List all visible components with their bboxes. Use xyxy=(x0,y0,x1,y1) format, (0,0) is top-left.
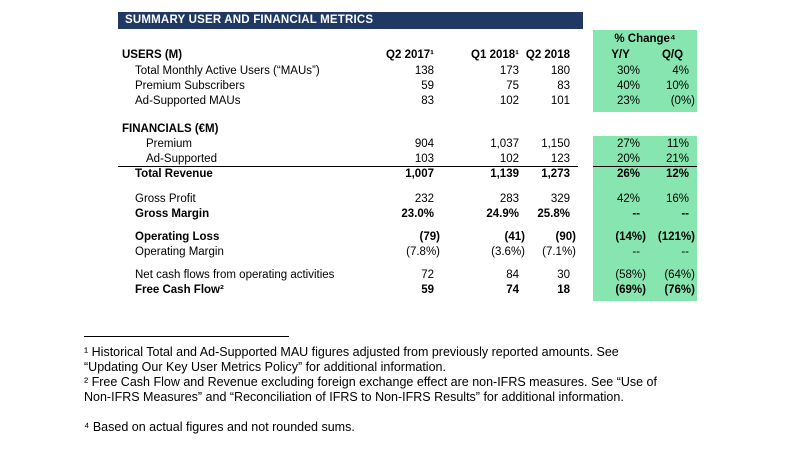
table-row xyxy=(118,166,697,181)
value-cell: 83 xyxy=(557,79,570,92)
row-label: Ad-Supported MAUs xyxy=(135,94,241,107)
spacer-cell xyxy=(118,297,593,301)
spacer-cell xyxy=(118,259,593,267)
qoq-cell: 11% xyxy=(648,136,697,151)
row-label: Net cash flows from operating activities xyxy=(135,268,335,281)
value-cell: 24.9% xyxy=(486,207,519,220)
value-cell: 232 xyxy=(414,192,434,205)
section-header-row xyxy=(118,121,697,136)
value-cell: 123 xyxy=(550,152,570,165)
value-cell: 904 xyxy=(414,137,434,150)
value-cell: 102 xyxy=(499,152,519,165)
pct-row-spacer xyxy=(118,30,593,47)
value-cell: 103 xyxy=(414,152,434,165)
footnote-line xyxy=(84,405,657,420)
yoy-cell: 42% xyxy=(593,191,648,206)
yoy-cell: 23% xyxy=(593,93,648,108)
spacer-cell xyxy=(118,181,593,191)
value-cell: 283 xyxy=(499,192,519,205)
footnote-line: ⁴ Based on actual figures and not rounded sums. xyxy=(84,420,355,434)
value-cell: 72 xyxy=(421,268,434,281)
gap-cell xyxy=(578,267,593,282)
gap-cell xyxy=(578,151,593,166)
footnotes xyxy=(84,336,657,435)
spacer-row xyxy=(118,297,697,301)
yoy-cell: 30% xyxy=(593,63,648,78)
table-row xyxy=(118,93,697,108)
gap-cell xyxy=(578,191,593,206)
yoy-cell: -- xyxy=(593,206,648,221)
yoy-cell: 20% xyxy=(593,151,648,166)
spacer-yoy-cell xyxy=(593,221,648,229)
yoy-cell: (14%) xyxy=(593,229,648,244)
qoq-cell: -- xyxy=(648,206,697,221)
qoq-cell: (0%) xyxy=(648,93,697,108)
value-cell: (7.1%) xyxy=(542,245,576,258)
qoq-cell: (64%) xyxy=(648,267,697,282)
table-row xyxy=(118,151,697,166)
value-cell: 1,150 xyxy=(541,137,570,150)
qoq-cell: (76%) xyxy=(648,282,697,297)
value-cell: 83 xyxy=(421,94,434,107)
col-header-q1-2018: Q1 2018¹ xyxy=(471,49,519,61)
value-cell: 75 xyxy=(506,79,519,92)
value-cell: (7.8%) xyxy=(406,245,440,258)
yoy-cell: 26% xyxy=(593,166,648,181)
table-row xyxy=(118,78,697,93)
value-cell: 25.8% xyxy=(537,207,570,220)
value-cell: 173 xyxy=(499,64,519,77)
value-cell: 1,273 xyxy=(527,166,578,181)
spacer-cell xyxy=(118,112,593,121)
table-row xyxy=(118,136,697,151)
value-cell: 329 xyxy=(550,192,570,205)
row-label: Premium xyxy=(146,137,193,150)
row-label: Operating Margin xyxy=(135,245,224,258)
spacer-qoq-cell xyxy=(648,112,697,121)
spacer-row xyxy=(118,181,697,191)
value-cell: 101 xyxy=(550,94,570,107)
row-label: Gross Profit xyxy=(135,192,196,205)
table-row xyxy=(118,206,697,221)
qoq-cell: 21% xyxy=(648,151,697,166)
value-cell: (3.6%) xyxy=(491,245,525,258)
value-cell: 102 xyxy=(499,94,519,107)
qoq-cell: 12% xyxy=(648,166,697,181)
gap-cell xyxy=(578,282,593,297)
qoq-cell: 16% xyxy=(648,191,697,206)
spacer-yoy-cell xyxy=(593,259,648,267)
row-label: Ad-Supported xyxy=(146,152,217,165)
table-row xyxy=(118,63,697,78)
table-row xyxy=(118,229,697,244)
col-header-qoq: Q/Q xyxy=(648,47,697,63)
col-header-yoy: Y/Y xyxy=(593,47,648,63)
value-cell: 59 xyxy=(421,283,434,296)
yoy-cell: 40% xyxy=(593,78,648,93)
empty-cell xyxy=(527,121,578,136)
row-label: Gross Margin xyxy=(135,207,210,220)
metrics-table xyxy=(118,30,697,301)
qoq-cell: 4% xyxy=(648,63,697,78)
yoy-cell: 27% xyxy=(593,136,648,151)
gap-cell xyxy=(578,206,593,221)
footnote-line: ² Free Cash Flow and Revenue excluding foreign exchange effect are non-IFRS measures. See “Use of xyxy=(84,375,657,389)
value-cell: (41) xyxy=(504,230,525,243)
column-header-row xyxy=(118,47,697,63)
gap-cell xyxy=(578,136,593,151)
value-cell: 180 xyxy=(550,64,570,77)
table-row xyxy=(118,282,697,297)
spacer-yoy-cell xyxy=(593,181,648,191)
value-cell: 1,007 xyxy=(355,166,442,181)
yoy-cell: (69%) xyxy=(593,282,648,297)
row-label: Premium Subscribers xyxy=(135,79,245,92)
value-cell: 30 xyxy=(557,268,570,281)
spacer-yoy-cell xyxy=(593,297,648,301)
spacer-row xyxy=(118,112,697,121)
pct-change-label: % Change⁴ xyxy=(593,30,697,47)
value-cell: (79) xyxy=(419,230,440,243)
value-cell: 18 xyxy=(557,283,570,296)
footnote-line: Non-IFRS Measures” and “Reconciliation of IFRS to Non-IFRS Results” for additional information. xyxy=(84,390,624,404)
spacer-row xyxy=(118,221,697,229)
value-cell: (90) xyxy=(555,230,576,243)
row-label: Total Revenue xyxy=(118,166,355,181)
users-section-label: USERS (M) xyxy=(122,49,183,61)
col-header-q2-2017: Q2 2017¹ xyxy=(386,49,434,61)
gap-cell xyxy=(578,93,593,108)
row-label: FINANCIALS (€M) xyxy=(122,122,219,135)
row-label: Operating Loss xyxy=(135,230,220,243)
empty-cell xyxy=(355,121,442,136)
empty-cell xyxy=(648,121,697,136)
row-label: Total Monthly Active Users (“MAUs”) xyxy=(135,64,320,77)
gap-cell xyxy=(578,47,593,63)
footnote-separator xyxy=(84,336,289,337)
empty-cell xyxy=(593,121,648,136)
value-cell: 1,037 xyxy=(490,137,519,150)
yoy-cell: (58%) xyxy=(593,267,648,282)
qoq-cell: -- xyxy=(648,244,697,259)
spacer-qoq-cell xyxy=(648,181,697,191)
table-row xyxy=(118,191,697,206)
pct-change-header-row xyxy=(118,30,697,47)
table-row xyxy=(118,244,697,259)
table-row xyxy=(118,267,697,282)
value-cell: 138 xyxy=(414,64,434,77)
yoy-cell: -- xyxy=(593,244,648,259)
empty-cell xyxy=(442,121,527,136)
footnote-lines xyxy=(84,345,657,435)
value-cell: 59 xyxy=(421,79,434,92)
gap-cell xyxy=(578,78,593,93)
value-cell: 84 xyxy=(506,268,519,281)
value-cell: 74 xyxy=(506,283,519,296)
spacer-cell xyxy=(118,221,593,229)
gap-cell xyxy=(578,63,593,78)
summary-title-bar: SUMMARY USER AND FINANCIAL METRICS xyxy=(118,12,583,29)
gap-cell xyxy=(578,166,593,181)
qoq-cell: (121%) xyxy=(648,229,697,244)
table-rows xyxy=(118,63,697,301)
footnote-line: ¹ Historical Total and Ad-Supported MAU figures adjusted from previously reported amounts. See xyxy=(84,345,619,359)
spacer-qoq-cell xyxy=(648,297,697,301)
value-cell: 1,139 xyxy=(442,166,527,181)
spacer-row xyxy=(118,259,697,267)
spacer-yoy-cell xyxy=(593,112,648,121)
spacer-qoq-cell xyxy=(648,259,697,267)
qoq-cell: 10% xyxy=(648,78,697,93)
spacer-qoq-cell xyxy=(648,221,697,229)
gap-cell xyxy=(578,121,593,136)
gap-cell xyxy=(578,244,593,259)
footnote-line: “Updating Our Key User Metrics Policy” for additional information. xyxy=(84,360,446,374)
row-label: Free Cash Flow² xyxy=(135,283,224,296)
col-header-q2-2018: Q2 2018 xyxy=(525,49,570,61)
value-cell: 23.0% xyxy=(401,207,434,220)
gap-cell xyxy=(578,229,593,244)
